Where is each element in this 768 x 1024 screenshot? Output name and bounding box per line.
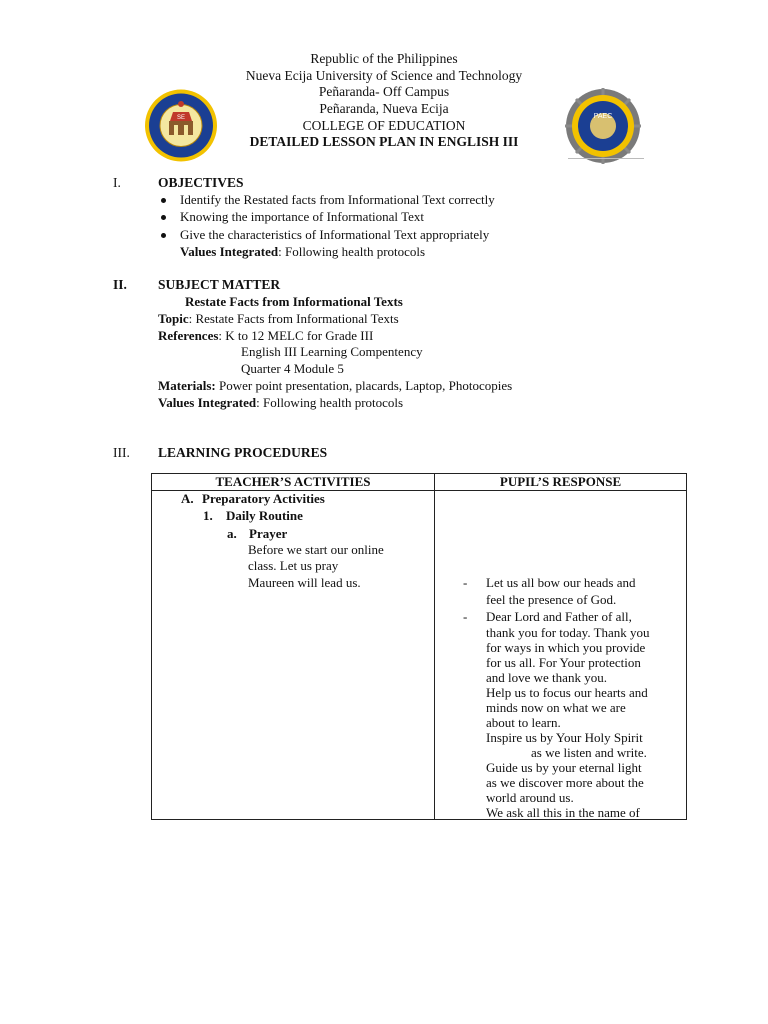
objective-item: Knowing the importance of Informational Text	[180, 209, 424, 224]
materials-line	[158, 378, 512, 394]
topic-label: Topic	[158, 311, 189, 326]
section-heading-objectives: OBJECTIVES	[158, 175, 244, 190]
topic-line	[158, 311, 399, 327]
materials-label: Materials:	[158, 378, 216, 393]
response-line: Guide us by your eternal light	[486, 760, 642, 775]
college-seal-logo	[562, 88, 644, 164]
step-a-sub-letter: a.	[227, 526, 237, 541]
logo-underline	[568, 158, 644, 159]
response-line: Inspire us by Your Holy Spirit	[486, 730, 643, 745]
response-line: for us all. For Your protection	[486, 655, 641, 670]
response-line: for ways in which you provide	[486, 640, 646, 655]
values-text: : Following health protocols	[256, 395, 404, 410]
table-row	[152, 491, 687, 820]
university-seal-logo	[139, 88, 223, 163]
teacher-activities-cell	[152, 491, 435, 820]
references-line	[158, 328, 373, 344]
step-prayer-title: Prayer	[249, 526, 288, 541]
step-1-title: Daily Routine	[226, 508, 303, 523]
references-text: : K to 12 MELC for Grade III	[218, 328, 374, 343]
table-header-row	[152, 474, 687, 491]
column-header-pupil: PUPIL’S RESPONSE	[435, 474, 687, 491]
step-a-title: Preparatory Activities	[202, 491, 325, 506]
response-line: Help us to focus our hearts and	[486, 685, 648, 700]
response-line: Let us all bow our heads and	[486, 575, 636, 590]
response-line: and love we thank you.	[486, 670, 607, 685]
objective-item: Identify the Restated facts from Informational Text correctly	[180, 192, 495, 207]
response-dash: -	[463, 575, 468, 590]
objective-item: Give the characteristics of Informational Text appropriately	[180, 227, 490, 242]
right-logo-letters: PAEC	[593, 113, 613, 120]
response-line: Dear Lord and Father of all,	[486, 609, 632, 624]
subject-values-line	[158, 395, 403, 411]
header-line-location: Peñaranda, Nueva Ecija	[319, 101, 449, 116]
response-line: We ask all this in the name of	[486, 805, 640, 819]
section-heading-subject-matter: SUBJECT MATTER	[158, 277, 281, 292]
references-line-2: English III Learning Compentency	[241, 344, 423, 359]
step-a-letter: A.	[181, 491, 194, 506]
section-number-i: I.	[113, 175, 121, 190]
bullet-icon	[161, 198, 166, 203]
column-header-teacher: TEACHER’S ACTIVITIES	[152, 474, 435, 491]
topic-text: : Restate Facts from Informational Texts	[188, 311, 399, 326]
procedures-table	[151, 473, 687, 820]
teacher-line: Before we start our online	[248, 542, 384, 557]
response-dash: -	[463, 609, 468, 624]
values-label: Values Integrated	[158, 395, 257, 410]
bullet-icon	[161, 233, 166, 238]
section-heading-learning-procedures: LEARNING PROCEDURES	[158, 445, 328, 460]
pupil-response-cell	[435, 491, 687, 820]
teacher-line: class. Let us pray	[248, 558, 339, 573]
response-line: feel the presence of God.	[486, 592, 617, 607]
references-line-3: Quarter 4 Module 5	[241, 361, 344, 376]
values-text: : Following health protocols	[278, 244, 426, 259]
references-label: References	[158, 328, 219, 343]
response-line: thank you for today. Thank you	[486, 625, 650, 640]
response-line: minds now on what we are	[486, 700, 626, 715]
bullet-icon	[161, 215, 166, 220]
objectives-values-line	[180, 244, 425, 260]
response-line: as we listen and write.	[531, 745, 647, 760]
response-line: about to learn.	[486, 715, 561, 730]
response-line: world around us.	[486, 790, 574, 805]
section-number-ii: II.	[113, 277, 127, 292]
header-line-republic: Republic of the Philippines	[310, 51, 458, 66]
left-logo-letters: SE	[176, 115, 186, 121]
document-title: DETAILED LESSON PLAN IN ENGLISH III	[249, 134, 519, 149]
section-number-iii: III.	[113, 445, 130, 460]
header-line-college: COLLEGE OF EDUCATION	[302, 118, 466, 133]
subject-title: Restate Facts from Informational Texts	[185, 294, 403, 309]
materials-text: Power point presentation, placards, Laptop, Photocopies	[215, 378, 513, 393]
header-line-university: Nueva Ecija University of Science and Technology	[245, 68, 523, 83]
header-line-campus: Peñaranda- Off Campus	[318, 84, 450, 99]
response-line: as we discover more about the	[486, 775, 644, 790]
teacher-line: Maureen will lead us.	[248, 575, 361, 590]
step-1-number: 1.	[203, 508, 213, 523]
values-label: Values Integrated	[180, 244, 279, 259]
